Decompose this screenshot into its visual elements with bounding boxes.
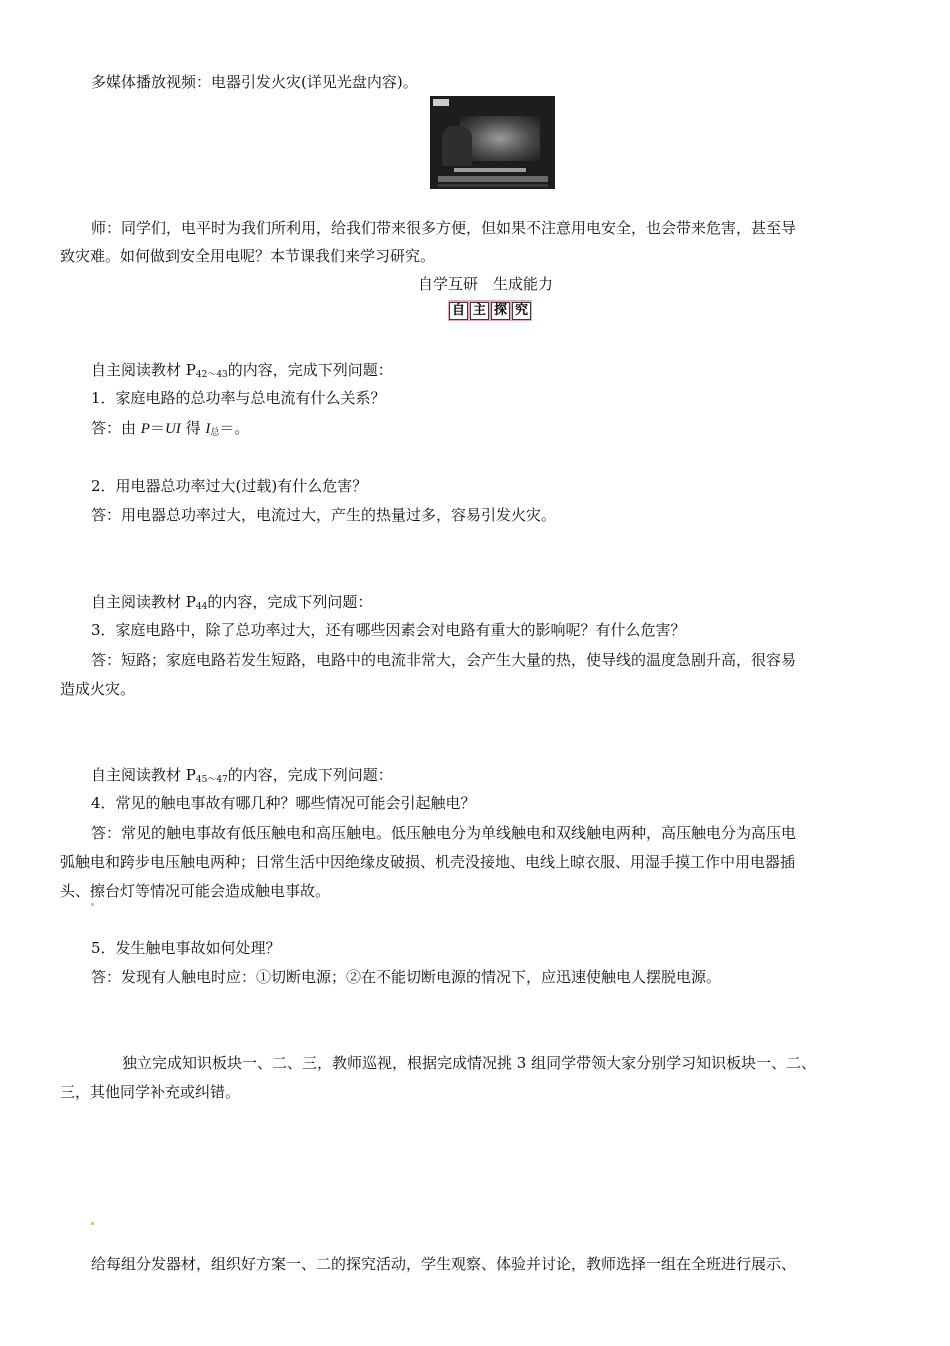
answer-4: 答：常见的触电事故有低压触电和高压触电。低压触电分为单线触电和双线触电两种，高压触电分为高压电: [91, 824, 797, 842]
badge-char: 究: [512, 302, 531, 320]
video-caption-bar: [438, 184, 548, 187]
video-caption-bar: [454, 168, 526, 172]
teacher-line-cont: 致灾难。如何做到安全用电呢？本节课我们来学习研究。: [60, 247, 436, 265]
video-figure: [442, 126, 472, 166]
video-channel-tag: [433, 99, 449, 106]
reading-instruction: 自主阅读教材 $P_{42\sim 43}$的内容，完成下列问题：: [91, 361, 393, 380]
group-work-paragraph: 独立完成知识板块一、二、三，教师巡视，根据完成情况挑 3 组同学带领大家分别学习知识板块一、二、: [122, 1054, 817, 1072]
badge-char: 探: [491, 302, 510, 320]
stray-mark: [91, 903, 94, 906]
video-caption-bar: [438, 176, 548, 182]
question-1: 1．家庭电路的总功率与总电流有什么关系？: [91, 389, 386, 407]
answer-4-cont: 弧触电和跨步电压触电两种；日常生活中因绝缘皮破损、机壳没接地、电线上晾衣服、用湿手摸工作中用电器插: [60, 853, 796, 871]
answer-3: 答：短路；家庭电路若发生短路，电路中的电流非常大，会产生大量的热，使导线的温度急剧升高，很容易: [91, 651, 797, 669]
intro-line: 多媒体播放视频：电器引发火灾(详见光盘内容)。: [91, 73, 418, 91]
question-3: 3．家庭电路中，除了总功率过大，还有哪些因素会对电路有重大的影响呢？有什么危害？: [91, 621, 686, 639]
answer-4-cont: 头、擦台灯等情况可能会造成触电事故。: [60, 882, 331, 900]
reading-instruction: 自主阅读教材 $P_{44}$的内容，完成下列问题：: [91, 593, 373, 612]
video-scene: [460, 116, 540, 161]
answer-2: 答：用电器总功率过大，电流过大，产生的热量过多，容易引发火灾。: [91, 506, 557, 524]
answer-3-cont: 造成火灾。: [60, 680, 136, 698]
question-4: 4．常见的触电事故有哪几种？哪些情况可能会引起触电？: [91, 794, 476, 812]
stray-mark: [91, 1222, 94, 1225]
activity-paragraph: 给每组分发器材，组织好方案一、二的探究活动，学生观察、体验并讨论，教师选择一组在全班进行展示、: [91, 1255, 797, 1273]
answer-1: 答：由 P＝UI 得 $I_总=$。: [91, 419, 250, 438]
question-5: 5．发生触电事故如何处理？: [91, 939, 281, 957]
group-work-paragraph-cont: 三，其他同学补充或纠错。: [60, 1083, 241, 1101]
badge-char: 自: [449, 302, 468, 320]
reading-instruction: 自主阅读教材 $P_{45\sim 47}$的内容，完成下列问题：: [91, 766, 393, 785]
answer-5: 答：发现有人触电时应：①切断电源；②在不能切断电源的情况下，应迅速使触电人摆脱电源。: [91, 968, 722, 986]
video-thumbnail[interactable]: [430, 96, 555, 189]
section-heading: 自学互研 生成能力: [418, 275, 554, 293]
teacher-line: 师：同学们，电平时为我们所利用，给我们带来很多方便，但如果不注意用电安全，也会带来危害，甚至导: [91, 219, 797, 237]
badge-char: 主: [470, 302, 489, 320]
self-study-badge: [448, 300, 532, 321]
question-2: 2．用电器总功率过大(过载)有什么危害？: [91, 477, 368, 495]
